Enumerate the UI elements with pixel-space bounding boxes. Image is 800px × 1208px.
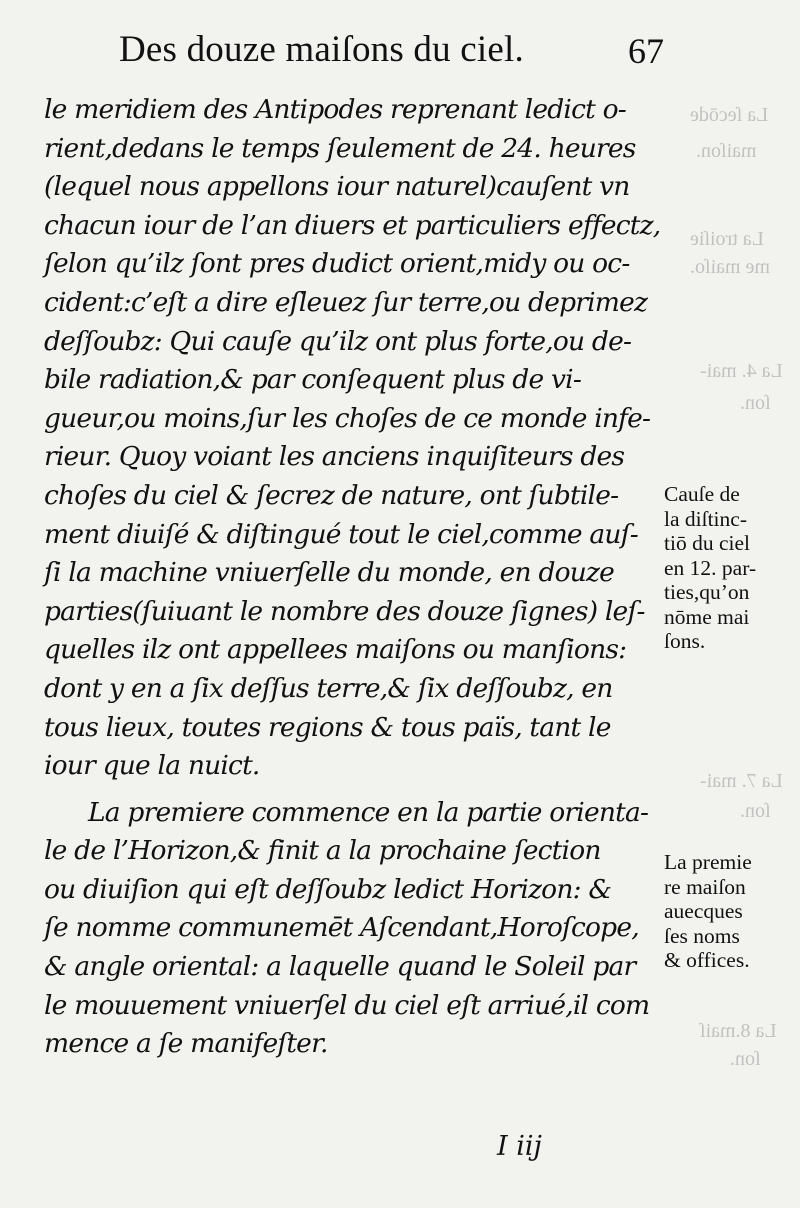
text-line: chacun iour de l’an diuers et particuliers effectz, bbox=[44, 209, 661, 241]
margin-note-line: nōme mai bbox=[664, 604, 750, 629]
text-line: ou diuiſion qui eſt deſſoubz ledict Horizon: & bbox=[44, 873, 612, 905]
text-line: ſe nomme communemēt Aſcendant,Horoſcope, bbox=[44, 912, 639, 944]
margin-note-line: tiō du ciel bbox=[664, 531, 750, 555]
text-line: le meridiem des Antipodes reprenant ledict o- bbox=[44, 94, 626, 125]
margin-note-line: auecques bbox=[664, 899, 743, 923]
bleed-through-note: La 7. mai- bbox=[700, 770, 783, 792]
margin-note-line: ſons. bbox=[664, 629, 706, 653]
main-text bbox=[44, 91, 661, 1064]
margin-note-line: Cauſe de bbox=[664, 482, 740, 506]
text-line: parties(ſuiuant le nombre des douze ſignes) leſ- bbox=[44, 595, 645, 627]
margin-note-line: re maiſon bbox=[664, 874, 746, 899]
bleed-through-note: La ſecōde bbox=[690, 104, 769, 126]
margin-note-line: La premie bbox=[664, 850, 752, 874]
text-line: & angle oriental: a laquelle quand le Soleil par bbox=[44, 951, 636, 983]
text-line: quelles ilz ont appellees maiſons ou manſions: bbox=[44, 634, 627, 666]
text-line: gueur,ou moins,ſur les choſes de ce monde infe- bbox=[44, 402, 651, 434]
text-line: dont y en a ſix deſſus terre,& ſix deſſoubz, en bbox=[44, 672, 613, 704]
bleed-through-note: ſon. bbox=[740, 800, 771, 822]
margin-note-line: ties,qu’on bbox=[664, 580, 750, 604]
margin-note-first-house bbox=[664, 850, 792, 973]
text-line: mence a ſe manifeſter. bbox=[44, 1028, 328, 1060]
page-title: Des douze maiſons du ciel. bbox=[119, 29, 524, 70]
text-line: iour que la nuict. bbox=[44, 750, 260, 782]
paragraph-gap bbox=[44, 786, 656, 794]
bleed-through-note: ſon. bbox=[730, 1048, 761, 1070]
text-line: (lequel nous appellons iour naturel)cauſent vn bbox=[44, 171, 630, 203]
bleed-through-note: La 8.maiſ bbox=[700, 1020, 777, 1042]
text-line: bile radiation,& par conſequent plus de vi- bbox=[44, 364, 581, 396]
margin-note-line: & offices. bbox=[664, 948, 750, 972]
text-line: le de l’Horizon,& finit a la prochaine ſection bbox=[44, 835, 601, 867]
bleed-through-note: me maiſo. bbox=[690, 256, 770, 278]
bleed-through-note: maiſon. bbox=[696, 140, 757, 162]
bleed-through-note: La 4. mai- bbox=[700, 360, 783, 382]
text-line: rient,dedans le temps ſeulement de 24. heures bbox=[44, 132, 636, 164]
page-number: 67 bbox=[628, 31, 664, 71]
text-line: choſes du ciel & ſecrez de nature, ont ſubtile- bbox=[44, 479, 619, 511]
bleed-through-note: La troiſie bbox=[690, 228, 764, 250]
text-line: La premiere commence en la partie orienta- bbox=[88, 796, 649, 828]
text-line: ſi la machine vniuerſelle du monde, en douze bbox=[44, 557, 615, 589]
text-line: le mouuement vniuerſel du ciel eſt arriué,il com bbox=[44, 989, 650, 1021]
running-header bbox=[115, 28, 675, 78]
text-line: tous lieux, toutes regions & tous païs, tant le bbox=[44, 711, 611, 743]
text-line: rieur. Quoy voiant les anciens inquiſiteurs des bbox=[44, 441, 625, 473]
margin-note-cause bbox=[664, 482, 792, 654]
bleed-through-note: ſon. bbox=[740, 392, 771, 414]
signature-mark: I iij bbox=[497, 1131, 542, 1162]
margin-note-line: en 12. par- bbox=[664, 555, 757, 580]
text-line: deſſoubz: Qui cauſe qu’ilz ont plus forte,ou de- bbox=[44, 325, 632, 357]
text-line: ſelon qu’ilz ſont pres dudict orient,midy ou oc- bbox=[44, 248, 630, 280]
margin-note-line: ſes noms bbox=[664, 923, 740, 948]
text-line: ment diuiſé & diſtingué tout le ciel,comme auſ- bbox=[44, 518, 638, 550]
margin-note-line: la diſtinc- bbox=[664, 506, 747, 531]
text-line: cident:c’eſt a dire eſleuez ſur terre,ou deprimez bbox=[44, 286, 648, 318]
